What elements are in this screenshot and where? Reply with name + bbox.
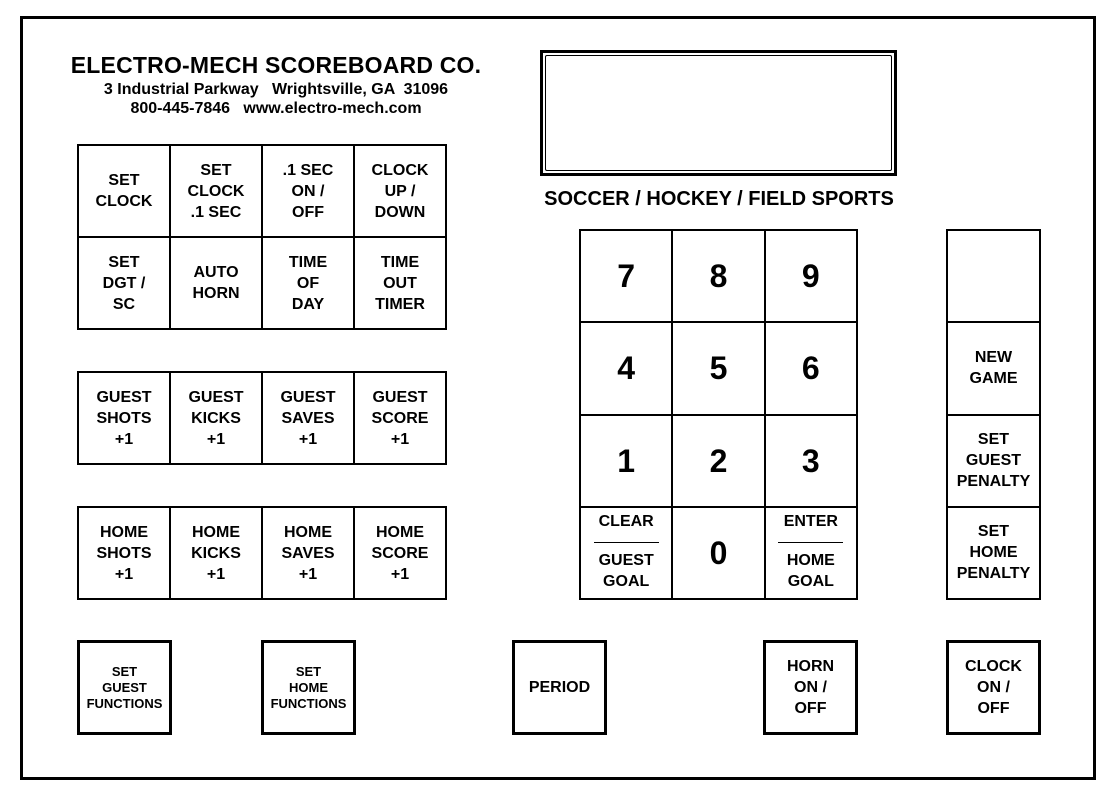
tenth-sec-toggle-button[interactable]: .1 SEC ON / OFF <box>262 145 354 237</box>
digit-5-button[interactable]: 5 <box>672 322 764 414</box>
home-saves-button[interactable]: HOME SAVES +1 <box>262 507 354 599</box>
guest-score-button[interactable]: GUEST SCORE +1 <box>354 372 446 464</box>
company-contact: 800-445-7846 www.electro-mech.com <box>130 100 422 117</box>
set-guest-penalty-button[interactable]: SET GUEST PENALTY <box>947 415 1040 507</box>
enter-label: ENTER <box>783 512 838 530</box>
home-goal-label: HOME GOAL <box>786 552 835 590</box>
display-screen <box>545 55 892 171</box>
divider <box>778 542 843 543</box>
blank-button[interactable] <box>947 230 1040 322</box>
company-address: 3 Industrial Parkway Wrightsville, GA 31096 <box>103 81 449 98</box>
clear-guest-goal-button[interactable] <box>580 507 672 599</box>
clear-label: CLEAR <box>598 512 654 530</box>
digit-9-button[interactable]: 9 <box>765 230 857 322</box>
guest-saves-button[interactable]: GUEST SAVES +1 <box>262 372 354 464</box>
period-button[interactable]: PERIOD <box>512 640 607 735</box>
set-guest-functions-button[interactable]: SET GUEST FUNCTIONS <box>77 640 172 735</box>
home-shots-button[interactable]: HOME SHOTS +1 <box>78 507 170 599</box>
company-header <box>50 50 502 118</box>
time-of-day-button[interactable]: TIME OF DAY <box>262 237 354 329</box>
enter-home-goal-button[interactable] <box>765 507 857 599</box>
display-window <box>540 50 897 176</box>
clock-toggle-button[interactable]: CLOCK ON / OFF <box>946 640 1041 735</box>
digit-0-button[interactable]: 0 <box>672 507 764 599</box>
set-clock-button[interactable]: SET CLOCK <box>78 145 170 237</box>
home-keys-row <box>77 506 447 600</box>
digit-4-button[interactable]: 4 <box>580 322 672 414</box>
guest-shots-button[interactable]: GUEST SHOTS +1 <box>78 372 170 464</box>
home-kicks-button[interactable]: HOME KICKS +1 <box>170 507 262 599</box>
company-name: ELECTRO-MECH SCOREBOARD CO. <box>70 52 482 78</box>
horn-toggle-button[interactable]: HORN ON / OFF <box>763 640 858 735</box>
digit-3-button[interactable]: 3 <box>765 415 857 507</box>
digit-7-button[interactable]: 7 <box>580 230 672 322</box>
numeric-keypad <box>579 229 858 600</box>
digit-1-button[interactable]: 1 <box>580 415 672 507</box>
digit-2-button[interactable]: 2 <box>672 415 764 507</box>
sport-label: SOCCER / HOCKEY / FIELD SPORTS <box>544 188 894 210</box>
set-clock-tenth-button[interactable]: SET CLOCK .1 SEC <box>170 145 262 237</box>
home-score-button[interactable]: HOME SCORE +1 <box>354 507 446 599</box>
clock-keys-grid <box>77 144 447 330</box>
digit-6-button[interactable]: 6 <box>765 322 857 414</box>
set-home-penalty-button[interactable]: SET HOME PENALTY <box>947 507 1040 599</box>
set-dgt-sc-button[interactable]: SET DGT / SC <box>78 237 170 329</box>
guest-keys-row <box>77 371 447 465</box>
divider <box>594 542 659 543</box>
right-column-keys <box>946 229 1041 600</box>
digit-8-button[interactable]: 8 <box>672 230 764 322</box>
guest-goal-label: GUEST GOAL <box>598 552 654 590</box>
auto-horn-button[interactable]: AUTO HORN <box>170 237 262 329</box>
new-game-button[interactable]: NEW GAME <box>947 322 1040 414</box>
guest-kicks-button[interactable]: GUEST KICKS +1 <box>170 372 262 464</box>
clock-up-down-button[interactable]: CLOCK UP / DOWN <box>354 145 446 237</box>
time-out-timer-button[interactable]: TIME OUT TIMER <box>354 237 446 329</box>
set-home-functions-button[interactable]: SET HOME FUNCTIONS <box>261 640 356 735</box>
